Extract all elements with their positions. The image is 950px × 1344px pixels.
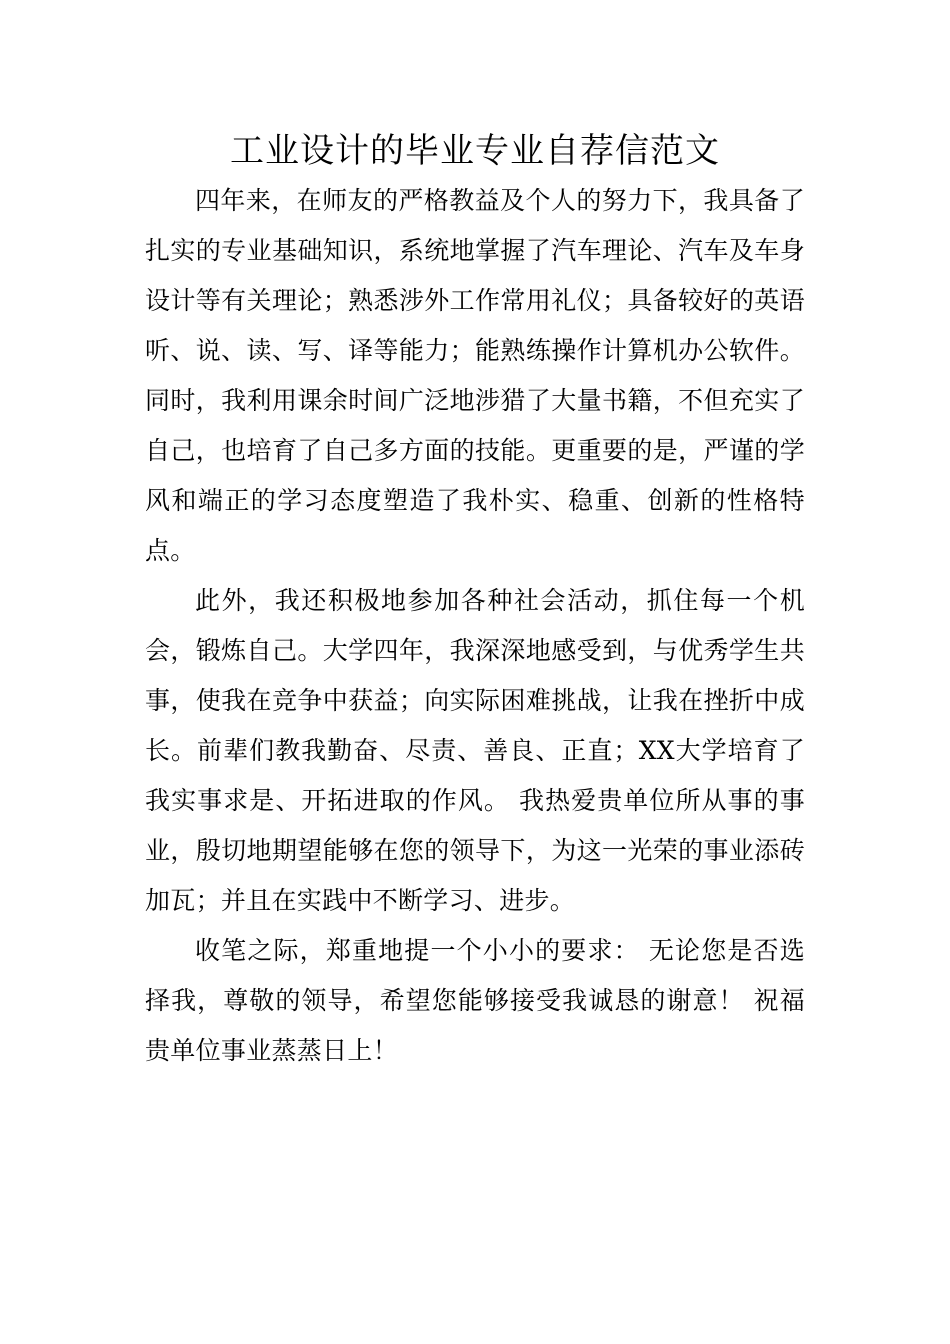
paragraph-3: 收笔之际，郑重地提一个小小的要求： 无论您是否选择我，尊敬的领导，希望您能够接受我诚恳的谢意！ 祝福贵单位事业蒸蒸日上！ <box>145 936 805 1065</box>
paragraph-1: 四年来，在师友的严格教益及个人的努力下，我具备了扎实的专业基础知识，系统地掌握了汽车理论、汽车及车身设计等有关理论；熟悉涉外工作常用礼仪；具备较好的英语听、说、读、写、译等能力；能熟练操作计算机办公软件。同时，我利用课余时间广泛地涉猎了大量书籍，不但充实了自己，也培育了自己多方面的技能。更重要的是，严谨的学风和端正的学习态度塑造了我朴实、稳重、创新的性格特点。 <box>145 186 805 565</box>
document-title: 工业设计的毕业专业自荐信范文 <box>230 131 720 171</box>
document-body <box>145 176 805 1076</box>
paragraph-2: 此外，我还积极地参加各种社会活动，抓住每一个机会，锻炼自己。大学四年，我深深地感受到，与优秀学生共事，使我在竞争中获益；向实际困难挑战，让我在挫折中成长。前辈们教我勤奋、尽责、善良、正直；XX大学培育了我实事求是、开拓进取的作风。 我热爱贵单位所从事的事业，殷切地期望能够在您的领导下，为这一光荣的事业添砖加瓦；并且在实践中不断学习、进步。 <box>145 586 805 915</box>
